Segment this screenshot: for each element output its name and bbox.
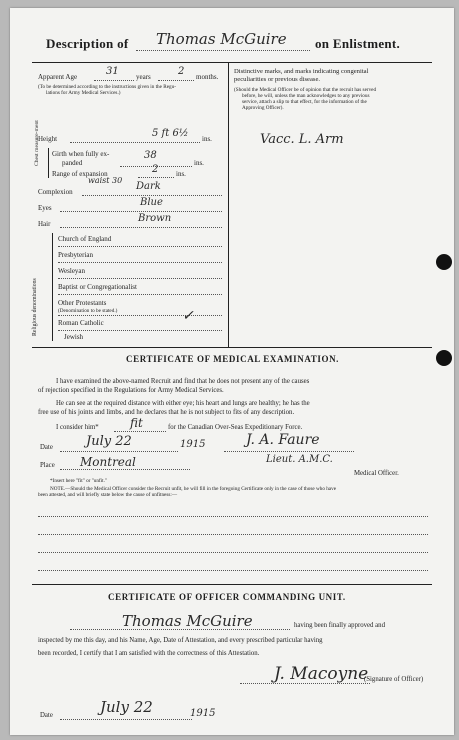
commanding-name-line [70, 629, 290, 630]
commanding-signature-line [240, 683, 370, 684]
commanding-line1: having been finally approved and [294, 622, 385, 629]
complexion-label: Complexion [38, 188, 73, 196]
commanding-signature-label: (Signature of Officer) [364, 676, 424, 683]
consider-label: I consider him* [56, 424, 99, 431]
commanding-date-label: Date [40, 712, 53, 719]
commanding-recruit-name: Thomas McGuire [122, 612, 253, 630]
range-unit: ins. [176, 170, 186, 178]
religion-bracket [52, 233, 53, 341]
distinctive-marks-value: Vacc. L. Arm [260, 132, 344, 147]
religion-presbyterian: Presbyterian [58, 251, 93, 259]
medical-para2-b: free use of his joints and limbs, and he declares that he is not subject to fits of any description. [38, 409, 295, 416]
header-prefix: Description of [46, 36, 129, 51]
age-note-2: lations for Army Medical Services.) [46, 90, 121, 96]
medical-place-value: Montreal [80, 455, 136, 469]
medical-note-a: NOTE.—Should the Medical Officer consider the Recruit unfit, he will fill in the foregoing Certificate only in the case of those who have [50, 486, 337, 492]
marks-note-2: before, he will, unless the man acknowledges to any previous [242, 93, 370, 99]
recruit-name: Thomas McGuire [156, 30, 287, 48]
age-months: 2 [178, 66, 185, 77]
girth-value: 38 [144, 150, 157, 161]
age-years-line [94, 80, 134, 81]
section-rule [32, 584, 432, 585]
signature-line [224, 451, 354, 452]
unfitness-line [38, 570, 428, 571]
chest-label: Chest measure-ment [34, 120, 40, 166]
roman-catholic-checkmark: ✓ [182, 308, 194, 324]
medical-place-label: Place [40, 462, 55, 469]
age-months-line [158, 80, 194, 81]
eyes-line [60, 211, 222, 212]
commanding-date-year: 1915 [190, 708, 216, 719]
consider-force: for the Canadian Over-Seas Expeditionary Force. [168, 424, 303, 431]
fitness-line [114, 431, 166, 432]
commanding-date-value: July 22 [100, 698, 153, 716]
religion-other-protestants: Other Protestants [58, 299, 107, 307]
medical-officer-rank: Lieut. A.M.C. [266, 454, 333, 465]
medical-note-b: been attested, and will briefly state below the cause of unfitness:— [38, 492, 178, 498]
medical-date-label: Date [40, 444, 53, 451]
girth-label-2: panded [62, 159, 83, 167]
complexion-line [82, 195, 222, 196]
medical-date-year: 1915 [180, 439, 206, 450]
enlistment-form [10, 8, 454, 735]
other-protestant-note: (Denomination to be stated.) [58, 308, 118, 314]
religion-church-of-england: Church of England [58, 235, 112, 243]
commanding-line3: been recorded, I certify that I am satisfied with the correctness of this Attestation. [38, 650, 260, 657]
months-label: months. [196, 73, 219, 81]
medical-para1-a: I have examined the above-named Recruit and find that he does not present any of the causes [56, 378, 310, 385]
hair-label: Hair [38, 220, 51, 228]
religion-label: Religious denominations [32, 278, 38, 336]
hair-value: Brown [138, 213, 172, 224]
range-value: 2 [152, 164, 159, 175]
unfitness-line [38, 516, 428, 517]
years-label: years [136, 73, 151, 81]
girth-unit: ins. [194, 159, 204, 167]
medical-place-line [60, 469, 190, 470]
hair-line [60, 227, 222, 228]
eyes-label: Eyes [38, 204, 52, 212]
religion-line [58, 246, 222, 247]
religion-line [58, 262, 222, 263]
header-suffix: on Enlistment. [315, 36, 401, 51]
punch-hole [436, 350, 452, 366]
medical-officer-signature: J. A. Faure [246, 432, 320, 448]
religion-line [58, 294, 222, 295]
religion-line [58, 315, 222, 316]
marks-note-1: (Should the Medical Officer be of opinion that the recruit has served [234, 87, 377, 93]
column-divider [228, 62, 229, 347]
commanding-officer-signature: J. Macoyne [274, 664, 369, 684]
name-line [136, 50, 310, 51]
range-label: Range of expansion [52, 170, 108, 178]
medical-para2-a: He can see at the required distance with either eye; his heart and lungs are healthy; he has the [56, 400, 310, 407]
marks-note-4: Approving Officer). [242, 105, 284, 111]
height-unit: ins. [202, 135, 212, 143]
medical-date-line [60, 451, 178, 452]
height-label: Height [38, 135, 58, 143]
religion-jewish: Jewish [64, 333, 84, 341]
top-rule [32, 62, 432, 63]
range-note: waist 30 [88, 176, 123, 185]
unfitness-line [38, 534, 428, 535]
girth-label-1: Girth when fully ex- [52, 150, 110, 158]
age-years: 31 [106, 66, 119, 77]
religion-baptist: Baptist or Congregationalist [58, 283, 137, 291]
height-value: 5 ft 6½ [152, 128, 189, 139]
marks-label-2: peculiarities or previous disease. [234, 76, 321, 83]
marks-label-1: Distinctive marks, and marks indicating congenital [234, 68, 369, 75]
religion-roman-catholic: Roman Catholic [58, 319, 104, 327]
commanding-line2: inspected by me this day, and his Name, Age, Date of Attestation, and every prescribed particular having [38, 637, 323, 644]
religion-wesleyan: Wesleyan [58, 267, 86, 275]
apparent-age-label: Apparent Age [38, 73, 78, 81]
medical-para1-b: of rejection specified in the Regulations for Army Medical Services. [38, 387, 224, 394]
section-rule [32, 347, 432, 348]
height-line [70, 142, 200, 143]
unfitness-line [38, 552, 428, 553]
religion-line [58, 330, 222, 331]
religion-line [58, 278, 222, 279]
medical-certificate-title: CERTIFICATE OF MEDICAL EXAMINATION. [126, 354, 340, 364]
commanding-date-line [60, 719, 192, 720]
eyes-value: Blue [140, 197, 163, 208]
fitness-value: fit [130, 416, 143, 430]
age-note-1: (To be determined according to the instructions given in the Regu- [38, 84, 176, 90]
punch-hole [436, 254, 452, 270]
commanding-certificate-title: CERTIFICATE OF OFFICER COMMANDING UNIT. [108, 592, 346, 602]
range-line [138, 177, 174, 178]
complexion-value: Dark [136, 181, 161, 192]
medical-date-value: July 22 [86, 434, 132, 449]
medical-officer-label: Medical Officer. [354, 470, 399, 477]
chest-bracket [48, 148, 49, 178]
fit-footnote: *Insert here "fit" or "unfit." [50, 478, 108, 484]
marks-note-3: service, attach a slip to that effect, for the information of the [242, 99, 367, 105]
